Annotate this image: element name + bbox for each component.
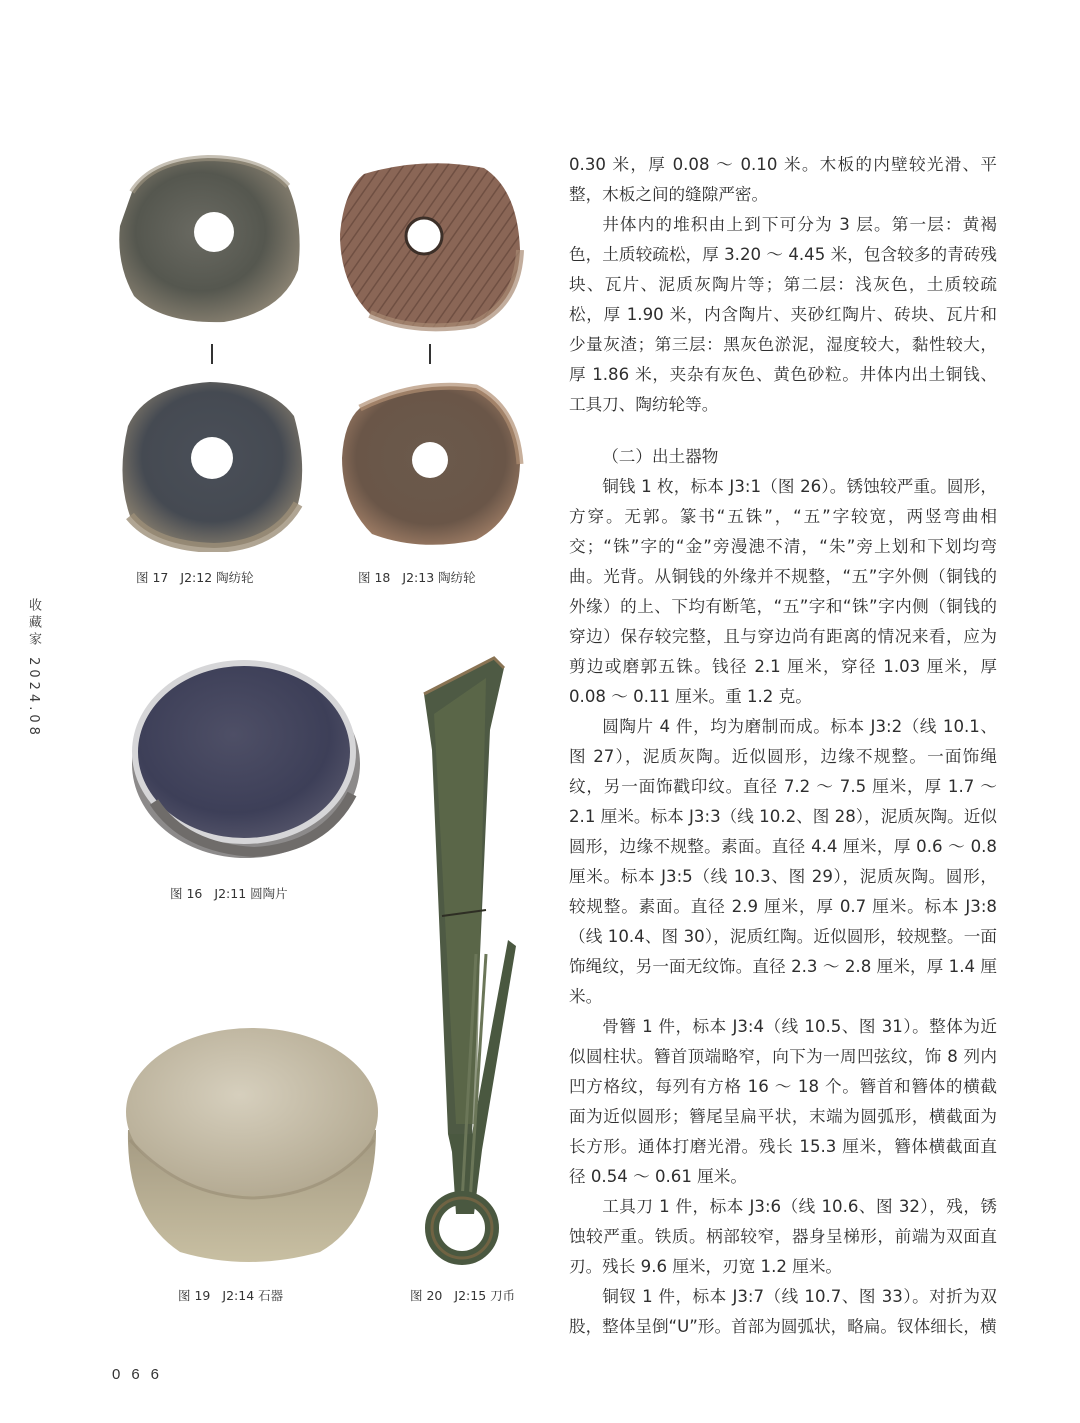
figure-18-top-photo	[334, 154, 524, 334]
figure-label: 图 18	[358, 570, 391, 585]
figure-name: 陶纺轮	[438, 570, 476, 585]
figure-label: 图 16	[170, 886, 203, 901]
paragraph: 铜钱 1 枚，标本 J3:1（图 26）。锈蚀较严重。圆形，方穿。无郭。篆书“五铢”，“五”字较宽，两竖弯曲相交；“铢”字的“金”旁漫漶不清，“朱”旁上划和下划均弯曲。光背。从铜钱的外缘并不规整，“五”字外侧（铜钱的外缘）的上、下均有断笔，“五”字和“铢”字内侧（铜钱的穿边）保存较完整，且与穿边尚有距离的情况来看，应为剪边或磨郭五铢。钱径 2.1 厘米，穿径 1.03 厘米，厚 0.08 ～ 0.11 厘米。重 1.2 克。	[569, 477, 997, 706]
paragraph: 工具刀 1 件，标本 J3:6（线 10.6、图 32），残，锈蚀较严重。铁质。柄部较窄，器身呈梯形，前端为双面直刃。残长 9.6 厘米，刃宽 1.2 厘米。	[569, 1197, 997, 1276]
figure-code: J2:12	[180, 570, 213, 585]
figure-18-caption	[358, 568, 476, 586]
figure-name: 刀币	[490, 1288, 516, 1303]
figure-17-divider	[211, 344, 213, 364]
paragraph: 圆陶片 4 件，均为磨制而成。标本 J3:2（线 10.1、图 27），泥质灰陶。近似圆形，边缘不规整。一面饰绳纹，另一面饰戳印纹。直径 7.2 ～ 7.5 厘米，厚 1.7 ～ 2.1 厘米。标本 J3:3（线 10.2、图 28），泥质灰陶。近似圆形，边缘不规整。素面。直径 4.4 厘米，厚 0.6 ～ 0.8 厘米。标本 J3:5（线 10.3、图 29），泥质灰陶。圆形，较规整。素面。直径 2.9 厘米，厚 0.7 厘米。标本 J3:8（线 10.4、图 30），泥质红陶。近似圆形，较规整。一面饰绳纹，另一面无纹饰。直径 2.3 ～ 2.8 厘米，厚 1.4 厘米。	[569, 717, 997, 1006]
article-body	[569, 150, 997, 1342]
figure-label: 图 20	[410, 1288, 443, 1303]
figure-18-divider	[429, 344, 431, 364]
paragraph: 铜钗 1 件，标本 J3:7（线 10.7、图 33）。对折为双股，整体呈倒“U”形。首部为圆弧状，略扁。钗体细长，横	[569, 1287, 997, 1336]
figure-17-bottom-photo	[114, 376, 310, 552]
figure-20-caption	[410, 1286, 515, 1304]
section-heading: （二）出土器物	[602, 447, 719, 466]
figure-code: J2:15	[454, 1288, 487, 1303]
figure-16-photo	[124, 652, 366, 864]
figure-label: 图 19	[178, 1288, 211, 1303]
figure-name: 圆陶片	[250, 886, 288, 901]
figure-17-top-photo	[112, 152, 308, 328]
figure-20-photo	[412, 654, 518, 1266]
paragraph: 井体内的堆积由上到下可分为 3 层。第一层：黄褐色，土质较疏松，厚 3.20 ～ 4.45 米，包含较多的青砖残块、瓦片、泥质灰陶片等；第二层：浅灰色，土质较疏松，厚 1.90 米，内含陶片、夹砂红陶片、砖块、瓦片和少量灰渣；第三层：黑灰色淤泥，湿度较大，黏性较大，厚 1.86 米，夹杂有灰色、黄色砂粒。井体内出土铜钱、工具刀、陶纺轮等。	[569, 215, 997, 414]
paragraph: 骨簪 1 件，标本 J3:4（线 10.5、图 31）。整体为近似圆柱状。簪首顶端略窄，向下为一周凹弦纹，饰 8 列内凹方格纹，每列有方格 16 ～ 18 个。簪首和簪体的横截面为近似圆形；簪尾呈扁平状，末端为圆弧形，横截面为长方形。通体打磨光滑。残长 15.3 厘米，簪体横截面直径 0.54 ～ 0.61 厘米。	[569, 1017, 997, 1186]
running-head: 收藏家 2024.08	[26, 598, 41, 739]
figure-code: J2:14	[222, 1288, 255, 1303]
figure-18-bottom-photo	[336, 378, 524, 550]
figure-16-caption	[170, 884, 288, 902]
figure-code: J2:13	[402, 570, 435, 585]
figure-19-caption	[178, 1286, 283, 1304]
figure-code: J2:11	[214, 886, 247, 901]
figure-17-caption	[136, 568, 254, 586]
page-number: 066	[112, 1366, 171, 1383]
figure-label: 图 17	[136, 570, 169, 585]
figure-name: 陶纺轮	[216, 570, 254, 585]
figure-19-photo	[120, 1020, 382, 1270]
paragraph: 0.30 米，厚 0.08 ～ 0.10 米。木板的内壁较光滑、平整，木板之间的缝隙严密。	[569, 155, 997, 204]
figure-name: 石器	[258, 1288, 284, 1303]
